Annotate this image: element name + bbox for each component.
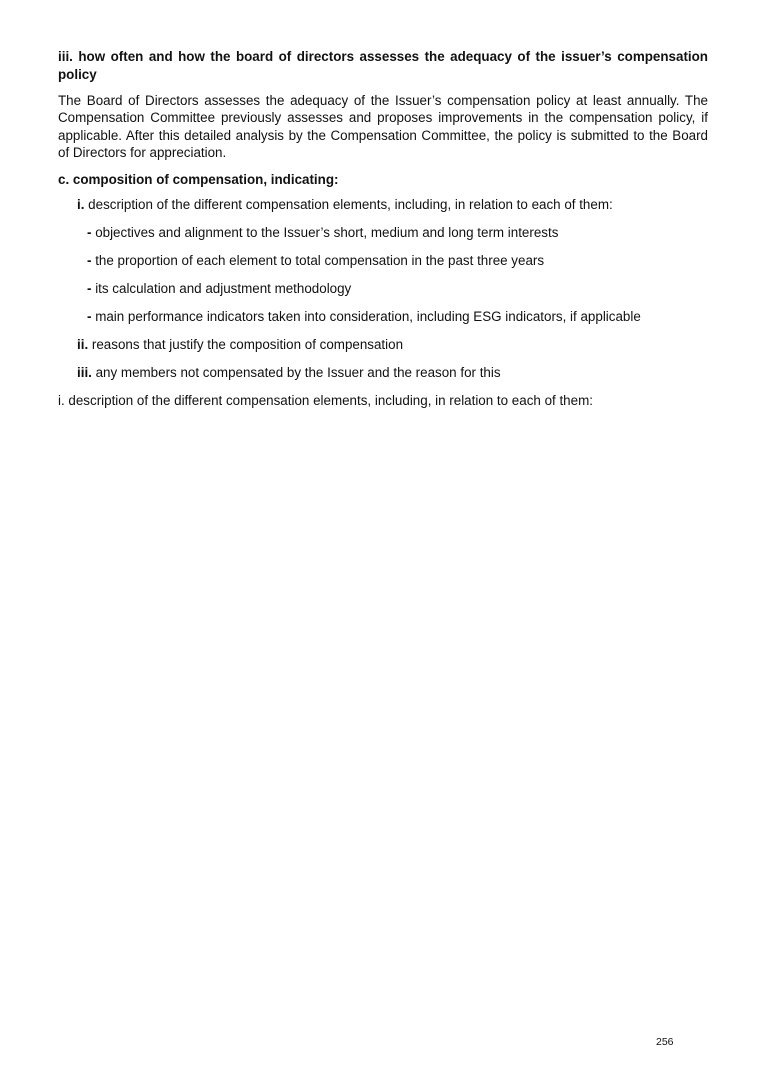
section-iii-paragraph: The Board of Directors assesses the adequacy of the Issuer’s compensation policy at least annually. The Compensation Committee previously assesses and proposes improvements in the compensation policy, if applicable. After this detailed analysis by the Compensation Committee, the policy is submitted to the Board of Directors for appreciation. [58, 93, 708, 161]
subitem-objectives [87, 224, 708, 242]
item-i-text: description of the different compensation elements, including, in relation to each of them: [84, 196, 613, 212]
item-iii [77, 364, 708, 382]
item-iii-number: iii. [77, 364, 92, 380]
subitem-dash: - [87, 280, 92, 296]
item-ii-number: ii. [77, 336, 89, 352]
item-i-number: i. [77, 196, 85, 212]
subitem-text: main performance indicators taken into consideration, including ESG indicators, if applicable [91, 308, 641, 324]
section-c-heading: c. composition of compensation, indicating: [58, 171, 339, 187]
trailing-text: i. description of the different compensation elements, including, in relation to each of them: [58, 392, 593, 408]
subitem-dash: - [87, 252, 92, 268]
document-page [58, 48, 708, 410]
subitem-dash: - [87, 224, 92, 240]
item-ii [77, 336, 708, 354]
subitem-indicators [87, 308, 708, 326]
subitem-methodology [87, 280, 708, 298]
subitem-dash: - [87, 308, 92, 324]
subitem-proportion [87, 252, 708, 270]
item-iii-text: any members not compensated by the Issuer and the reason for this [91, 364, 501, 380]
page-number: 256 [656, 1036, 674, 1048]
item-ii-text: reasons that justify the composition of compensation [88, 336, 404, 352]
section-iii-heading: iii. how often and how the board of directors assesses the adequacy of the issuer’s compensation policy [58, 49, 708, 82]
item-i [77, 196, 708, 214]
subitem-text: objectives and alignment to the Issuer’s short, medium and long term interests [91, 224, 559, 240]
subitem-text: the proportion of each element to total compensation in the past three years [91, 252, 545, 268]
subitem-text: its calculation and adjustment methodology [91, 280, 352, 296]
